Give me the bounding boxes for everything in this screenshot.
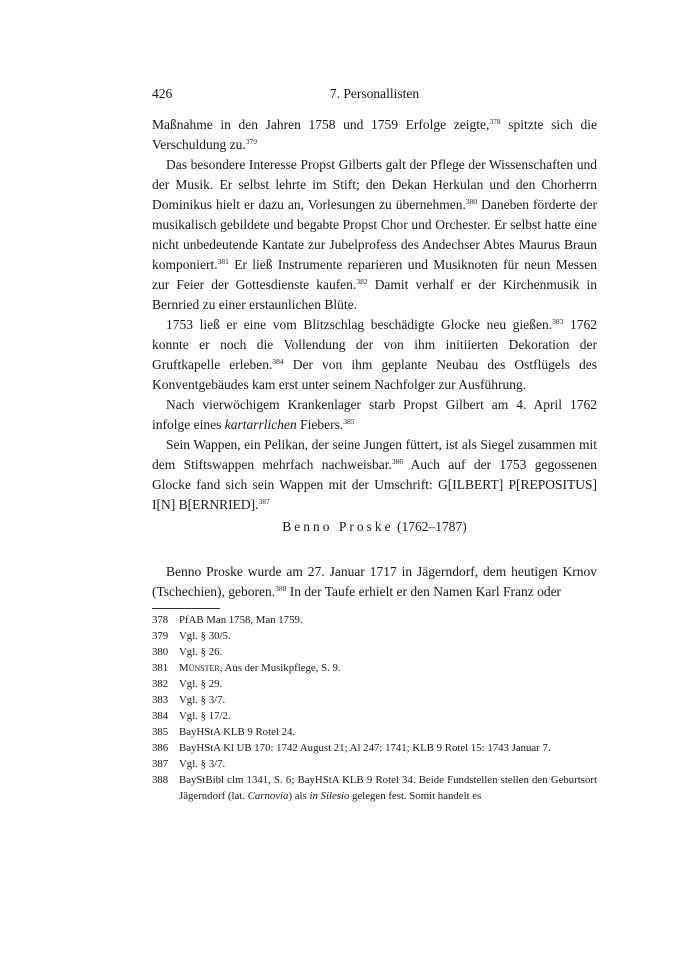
section-name: Benno Proske	[282, 519, 394, 534]
footnote-ref[interactable]: 378	[489, 117, 501, 126]
footnote-number: 382	[152, 678, 169, 690]
text: Maßnahme in den Jahren 1758 und 1759 Erfolge zeigte,	[152, 117, 490, 132]
footnote	[152, 692, 597, 708]
footnote	[152, 612, 597, 628]
footnote-ref[interactable]: 382	[356, 277, 368, 286]
footnote-number: 385	[152, 726, 169, 738]
paragraph-4	[152, 395, 597, 435]
emphasis: Carnovia	[247, 790, 289, 802]
text: Benno Proske wurde am 27. Januar 1717 in Jägerndorf, dem heutigen Krnov (Tschechien), geboren.	[152, 564, 597, 599]
bio-paragraph-1	[152, 562, 597, 602]
footnote	[152, 772, 597, 804]
footnote	[152, 724, 597, 740]
footnote-text: Vgl. § 3/7.	[179, 694, 226, 706]
page-number: 426	[152, 86, 173, 101]
footnote-number: 381	[152, 662, 169, 674]
text: gelegen fest. Somit handelt es	[349, 790, 482, 802]
text: Der von ihm geplante Neubau des Ostflügels des Konventgebäudes kam erst unter seinem Nachfolger zur Ausführung.	[152, 357, 597, 392]
emphasis: kartarrlichen	[224, 417, 297, 432]
footnote	[152, 676, 597, 692]
footnote	[152, 708, 597, 724]
paragraph-1	[152, 115, 597, 155]
footnote-text	[179, 660, 597, 676]
footnote-ref[interactable]: 386	[391, 457, 404, 466]
footnote	[152, 660, 597, 676]
text: Daneben förderte der musikalisch gebildete und begabte Propst Chor und Orchester. Er selbst hatte eine nicht unbedeutende Kantate zur Jubelprofess des Andechser Abtes Maurus Braun komponiert.	[152, 197, 597, 272]
footnote-number: 387	[152, 758, 169, 770]
text: spitzte sich die Verschuldung zu.	[152, 117, 597, 152]
text: Sein Wappen, ein Pelikan, der seine Jungen füttert, ist als Siegel zusammen mit dem Stiftswappen mehrfach nachweisbar.	[152, 437, 597, 472]
text: 1762 konnte er noch die Vollendung der von ihm initiierten Dekoration der Gruftkapelle erleben.	[152, 317, 597, 372]
footnote	[152, 644, 597, 660]
text: , Aus der Musikpflege, S. 9.	[219, 662, 341, 674]
running-head: 7. Personallisten	[329, 86, 420, 101]
text: In der Taufe erhielt er den Namen Karl Franz oder	[286, 584, 562, 599]
text: Er ließ Instrumente reparieren und Musiknoten für neun Messen zur Feier der Gottesdienste kaufen.	[152, 257, 597, 292]
paragraph-5	[152, 435, 597, 515]
footnote-number: 380	[152, 646, 169, 658]
section-dates: (1762–1787)	[397, 519, 467, 534]
footnote	[152, 628, 597, 644]
bio-text	[152, 562, 597, 602]
footnote-ref[interactable]: 384	[272, 357, 284, 366]
footnote-text: Vgl. § 17/2.	[179, 710, 231, 722]
footnote	[152, 740, 597, 756]
footnote-ref[interactable]: 381	[217, 257, 229, 266]
footnote-text: PfAB Man 1758, Man 1759.	[179, 614, 303, 626]
footnote-ref[interactable]: 383	[552, 317, 564, 326]
text: 1753 ließ er eine vom Blitzschlag beschädigte Glocke neu gießen.	[166, 317, 553, 332]
page-header	[152, 86, 597, 104]
footnote-ref[interactable]: 387	[258, 497, 270, 506]
footnote-ref[interactable]: 385	[343, 417, 355, 426]
footnote-ref[interactable]: 379	[245, 137, 257, 146]
footnote-text: BayHStA KLB 9 Rotel 24.	[179, 726, 296, 738]
footnote	[152, 756, 597, 772]
author-name: Münster	[179, 662, 220, 674]
text: Damit verhalf er der Kirchenmusik in Bernried zu einer erstaunlichen Blüte.	[152, 277, 597, 312]
text: ) als	[288, 790, 310, 802]
section-heading	[152, 519, 597, 535]
footnote-number: 383	[152, 694, 169, 706]
footnote-number: 378	[152, 614, 169, 626]
footnote-ref[interactable]: 388	[275, 584, 287, 593]
paragraph-3	[152, 315, 597, 395]
footnote-number: 386	[152, 742, 169, 754]
paragraph-2	[152, 155, 597, 315]
footnote-number: 379	[152, 630, 169, 642]
footnote-number: 384	[152, 710, 169, 722]
emphasis: in Silesio	[309, 790, 350, 802]
footnote-text	[179, 772, 597, 804]
text: BayStBibl clm 1341, S. 6; BayHStA KLB 9 Rotel 34. Beide Fundstellen stellen den Geburtsort Jägerndorf (lat.	[179, 774, 597, 802]
footnote-text: Vgl. § 26.	[179, 646, 223, 658]
text: Nach vierwöchigem Krankenlager starb Propst Gilbert am 4. April 1762 infolge eines	[152, 397, 597, 432]
footnote-number: 388	[152, 774, 169, 786]
footnote-text: Vgl. § 29.	[179, 678, 223, 690]
text: Fiebers.	[296, 417, 344, 432]
footnote-text: Vgl. § 3/7.	[179, 758, 226, 770]
text: Auch auf der 1753 gegossenen Glocke fand sich sein Wappen mit der Umschrift: G[ILBERT] P[REPOSITUS] I[N] B[ERNRIED].	[152, 457, 597, 512]
footnote-ref[interactable]: 380	[465, 197, 478, 206]
footnote-divider	[152, 608, 220, 609]
text: Das besondere Interesse Propst Gilberts galt der Pflege der Wissenschaften und der Musik. Er selbst lehrte im Stift; den Dekan Herkulan und den Chorherrn Dominikus hielt er dazu an, Vorlesungen zu übernehmen.	[152, 157, 597, 212]
footnote-text: Vgl. § 30/5.	[179, 630, 231, 642]
footnote-text: BayHStA Kl UB 170: 1742 August 21; Al 247: 1741; KLB 9 Rotel 15: 1743 Januar 7.	[179, 742, 551, 754]
body-text	[152, 115, 597, 515]
footnotes	[152, 612, 597, 804]
